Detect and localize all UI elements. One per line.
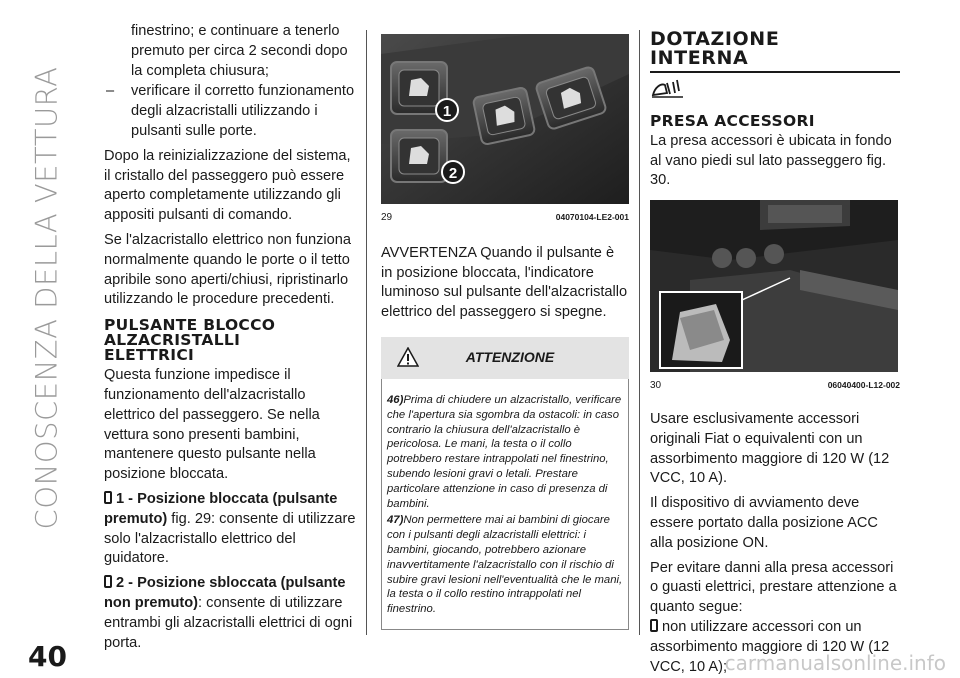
continued-list-text: finestrino; e continuare a tenerlo premuto per circa 2 secondi dopo la completa chiusura; [131,23,348,79]
figure-code: 04070104-LE2-001 [555,212,629,222]
paragraph: Questa funzione impedisce il funzionamento dell'alzacristallo elettrico del passeggero. Se nella vettura sono presenti bambini, mantenere questo pulsante nella posizione bloccata. [104,367,320,483]
item-text: : consente di utilizzare entrambi gli alzacristalli elettrici di ogni porta. [104,594,353,651]
accessory-socket-photo [650,200,898,372]
warning-text: Prima di chiudere un alzacristallo, verificare che l'apertura sia sgombra da ostacoli: in caso contrario la chiusura dell'alzacristallo è pericolosa. Le mani, la testa o il collo potrebbero restare intrappolati nel finestrino, subendo lesioni gravi o letali. Prestare particolare attenzione in caso di presenza di bambini. [387,393,622,510]
bullet-marker-icon [104,491,112,504]
paragraph: AVVERTENZA Quando il pulsante è in posizione bloccata, l'indicatore luminoso sul pulsante dell'alzacristallo elettrico del passeggero si spegne. [381,244,628,321]
dash-marker: – [106,83,115,100]
list-item [104,82,356,141]
page-number: 40 [28,640,67,673]
heading-rule [650,71,900,73]
bullet-marker-icon [650,619,658,632]
chapter-heading [650,30,900,68]
paragraph: La presa accessori è ubicata in fondo al vano piedi sul lato passeggero fig. 30. [650,132,892,189]
warning-triangle-icon [397,347,419,367]
side-section-title [18,18,74,578]
figure-caption [650,376,900,396]
column-2 [381,34,629,630]
callout-1-label: 1 [442,103,452,120]
paragraph: Per evitare danni alla presa accessori o guasti elettrici, prestare attenzione a quanto segue: [650,559,897,616]
warning-box [381,379,629,630]
warning-header [381,337,629,379]
list-item-text: verificare il corretto funzionamento degli alzacristalli utilizzando i pulsanti sulle porte. [131,83,355,139]
item-label: 2 - Posizione sbloccata (pulsante non premuto) [104,575,346,611]
chapter-heading-line-2: INTERNA [650,47,749,69]
item-label: 1 - Posizione bloccata (pulsante premuto) [104,490,338,527]
figure-code: 06040400-L12-002 [827,380,900,391]
callout-2-label: 2 [448,165,458,182]
list-item-text: non utilizzare accessori con un assorbimento maggiore di 120 W (12 VCC, 10 A); [650,618,890,675]
watermark: carmanualsonline.info [724,651,946,675]
warning-text: Non permettere mai ai bambini di giocare con i pulsanti degli alzacristalli elettrici: i bambini, giocando, potrebbero azionare inavvertitamente l'alzacristallo con il rischio di subire gravi lesioni nell'eventualità che le mani, la testa o il collo restino intrappolati nel finestrino. [387,514,623,616]
warning-item [387,393,623,511]
side-section-title-text: CONOSCENZA DELLA VETTURA [29,66,64,530]
column-divider [366,30,367,635]
warning-ref: 46) [387,393,404,406]
warning-ref: 47) [387,514,404,527]
paragraph: Dopo la reinizializzazione del sistema, il cristallo del passeggero può essere aperto completamente utilizzando gli appositi pulsanti di comando. [104,147,351,224]
figure-number: 30 [650,380,662,392]
bullet-marker-icon [104,575,112,588]
column-1 [104,22,356,658]
item-text: fig. 29: consente di utilizzare solo l'alzacristallo elettrico del guidatore. [104,510,356,567]
list-item [104,574,356,653]
figure-window-switch-panel [381,34,629,204]
section-heading: PRESA ACCESSORI [650,111,815,130]
figure-accessory-socket [650,200,898,372]
paragraph: Il dispositivo di avviamento deve essere portato dalla posizione ACC alla posizione ON. [650,495,878,551]
chapter-heading-line-1: DOTAZIONE [650,28,780,50]
column-3 [650,30,900,678]
figure-caption [381,208,629,228]
list-item [104,490,356,569]
figure-number: 29 [381,212,393,223]
window-switch-photo [381,34,629,204]
section-heading: PULSANTE BLOCCO ALZACRISTALLI ELETTRICI [104,316,276,365]
column-divider [639,30,640,635]
paragraph: Usare esclusivamente accessori originali Fiat o equivalenti con un assorbimento maggiore di 120 W (12 VCC, 10 A). [650,410,890,487]
car-interior-icon [651,77,685,99]
paragraph: Se l'alzacristallo elettrico non funziona normalmente quando le porte o il tetto apribile sono aperti/chiusi, ripristinarlo utilizzando le procedure precedenti. [104,231,351,308]
warning-item [387,513,623,617]
warning-title: ATTENZIONE [465,349,555,366]
